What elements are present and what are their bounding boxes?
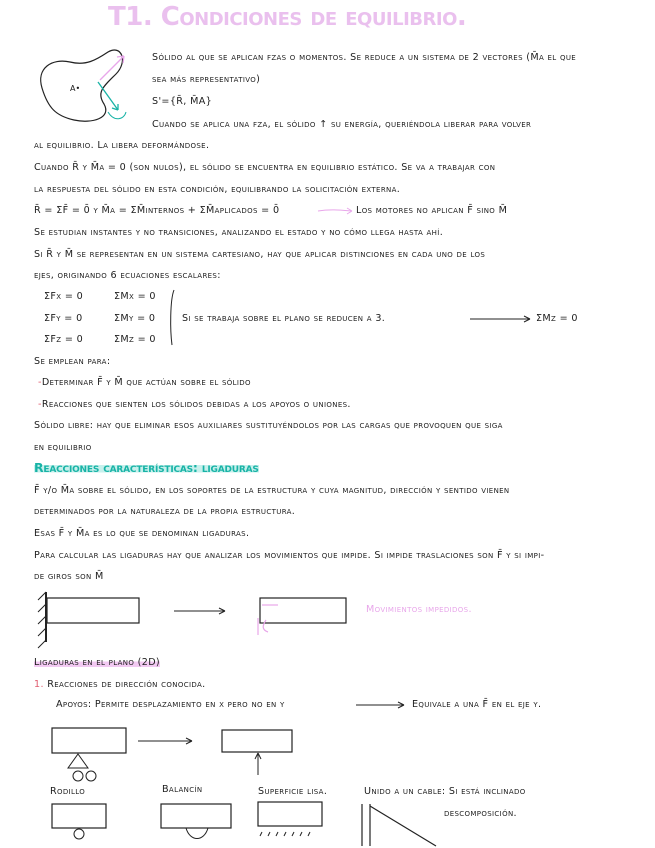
ligaduras-line: F̄ y/o M̄a sobre el sólido, en los soportes de la estructura y cuya magnitud, dirección y sentido vienen: [34, 485, 510, 496]
free-body-line: en equilibrio: [34, 442, 92, 453]
uses-heading: Se emplean para:: [34, 356, 111, 367]
ligaduras-line: Esas F̄ y M̄a es lo que se denominan ligaduras.: [34, 528, 250, 539]
motors-note: Los motores no aplican F̄ sino M̄: [356, 205, 508, 216]
cable-label-2: descomposición.: [444, 808, 517, 819]
ligaduras-line: determinados por la naturaleza de la propia estructura.: [34, 506, 296, 517]
uses-item: -Determinar F̄ y M̄ que actúan sobre el sólido: [38, 377, 251, 388]
intro-line-4: Cuando se aplica una fza, el sólido ↑ su energía, queriéndola liberar para volver: [152, 119, 532, 130]
apoyos-line: Apoyos: Permite desplazamiento en x pero no en y: [56, 699, 285, 710]
paragraph-line: Cuando R̄ y M̄a = 0 (son nulos), el sólido se encuentra en equilibrio estático. Se va a trabajar con: [34, 162, 496, 173]
eq-mz: ΣMz = 0: [114, 334, 156, 345]
item-1: 1. Reacciones de dirección conocida.: [34, 679, 206, 690]
ligaduras-line: de giros son M̄: [34, 571, 104, 582]
paragraph-line: al equilibrio. La libera deformándose.: [34, 140, 210, 151]
page-title: T1. Condiciones de equilibrio.: [108, 2, 467, 32]
paragraph-line: ejes, originando 6 ecuaciones escalares:: [34, 270, 221, 281]
solid-blob-outline: [41, 50, 123, 121]
paragraph-line: Si R̄ y M̄ se representan en un sistema cartesiano, hay que aplicar distinciones en cada uno de los: [34, 249, 486, 260]
balancin-label: Balancín: [162, 784, 203, 795]
eq-fx: ΣFx = 0: [44, 291, 84, 302]
ligaduras-line: Para calcular las ligaduras hay que analizar los movimientos que impide. Si impide traslaciones son F̄ y si impi-: [34, 550, 545, 561]
equivale-line: Equivale a una F̄ en el eje y.: [412, 699, 542, 710]
point-a-label: A•: [70, 84, 81, 93]
uses-item: -Reacciones que sienten los sólidos debidas a los apoyos o uniones.: [38, 399, 351, 410]
eq-my: ΣMy = 0: [114, 313, 156, 324]
paragraph-line: la respuesta del sólido en esta condición, equilibrando la solicitación externa.: [34, 184, 401, 195]
intro-line-1: Sólido al que se aplican fzas o momentos. Se reduce a un sistema de 2 vectores (M̄a el que: [152, 52, 577, 63]
plane-note: Si se trabaja sobre el plano se reducen a 3.: [182, 313, 386, 324]
equilibrium-equation: R̄ = ΣF̄ = 0̄ y M̄a = ΣM̄internos + ΣM̄aplicados = 0̄: [34, 205, 280, 216]
cable-label-1: Unido a un cable: Si está inclinado: [364, 786, 526, 797]
intro-line-3: S'={R̄, M̄A}: [152, 96, 213, 107]
section-heading-ligaduras: Reacciones características: ligaduras: [34, 460, 259, 475]
intro-line-2: sea más representativo): [152, 74, 261, 85]
superficie-label: Superficie lisa.: [258, 786, 328, 797]
paragraph-line: Se estudian instantes y no transiciones, analizando el estado y no cómo llega hasta ahí.: [34, 227, 444, 238]
eq-mx: ΣMx = 0: [114, 291, 156, 302]
free-body-line: Sólido libre: hay que eliminar esos auxiliares sustituyéndolos por las cargas que provoquen que siga: [34, 420, 503, 431]
impeded-movements-label: Movimientos impedidos.: [366, 604, 472, 615]
eq-fz: ΣFz = 0: [44, 334, 84, 345]
rodillo-label: Rodillo: [50, 786, 86, 797]
plane-result: ΣMz = 0: [536, 313, 578, 324]
eq-fy: ΣFy = 0: [44, 313, 83, 324]
plane-heading: Ligaduras en el plano (2D): [34, 657, 161, 668]
